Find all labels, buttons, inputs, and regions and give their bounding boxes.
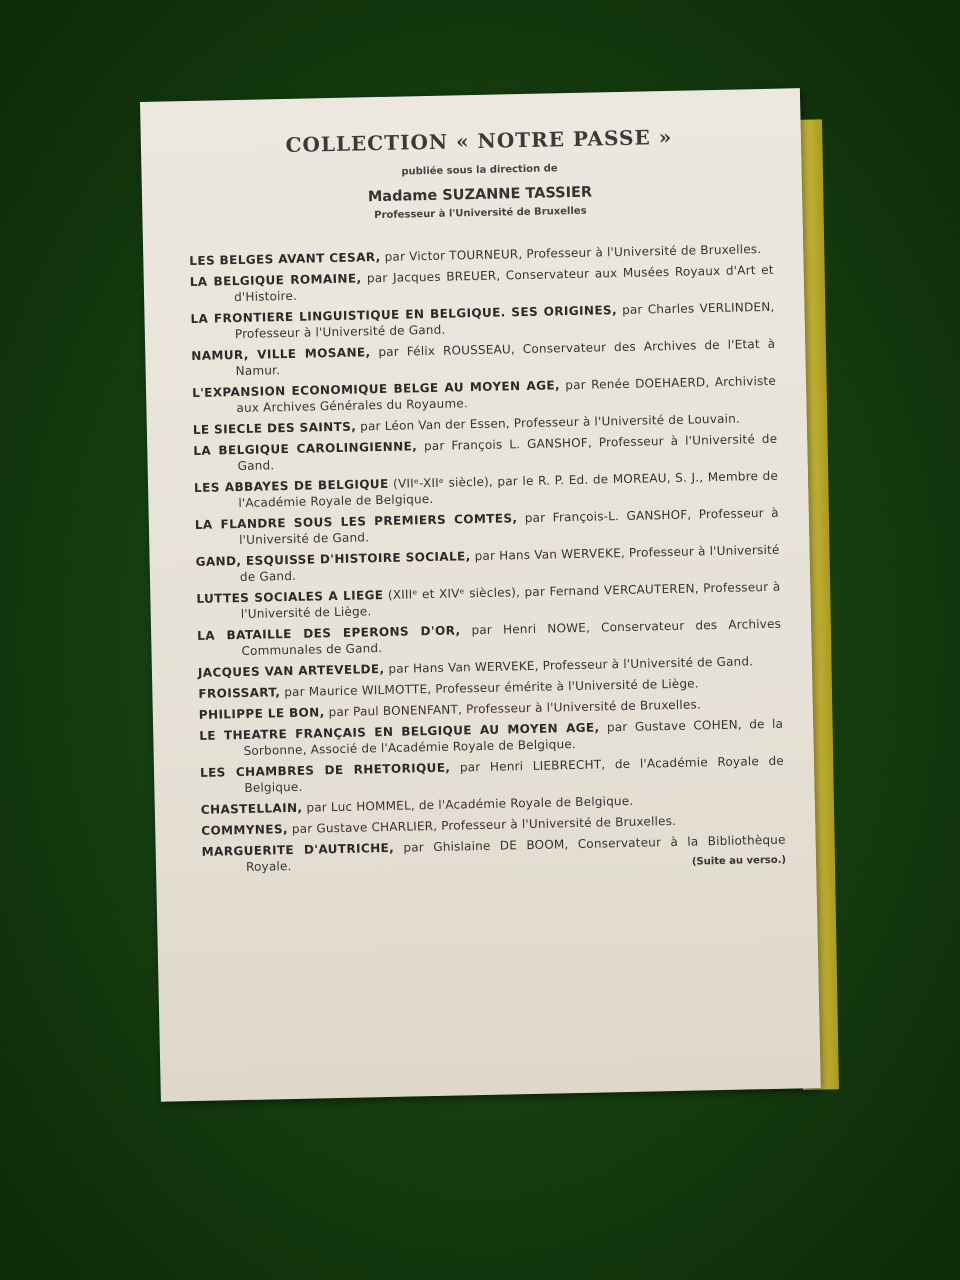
book-author: par Charles VERLINDEN, Professeur à l'Université de Gand. <box>234 299 775 342</box>
book-title: LA BATAILLE DES EPERONS D'OR, <box>197 623 461 643</box>
book-author: par Luc HOMMEL, de l'Académie Royale de Belgique. <box>302 793 634 815</box>
list-item <box>193 431 778 475</box>
book-title: L'EXPANSION ECONOMIQUE BELGE AU MOYEN AGE, <box>191 378 561 400</box>
book-title: COMMYNES, <box>201 822 289 838</box>
book-back-cover <box>140 88 821 1102</box>
book-author: par Maurice WILMOTTE, Professeur émérite à l'Université de Liège. <box>280 676 699 700</box>
book-author: par Félix ROUSSEAU, Conservateur des Archives de l'Etat à Namur. <box>235 336 776 379</box>
book-author: par Renée DOEHAERD, Archiviste aux Archives Générales du Royaume. <box>236 373 777 416</box>
book-title: NAMUR, VILLE MOSANE, <box>191 345 371 363</box>
director-role: Professeur à l'Université de Bruxelles <box>374 205 587 222</box>
book-title: LA BELGIQUE CAROLINGIENNE, <box>193 439 418 458</box>
book-author: par François L. GANSHOF, Professeur à l'Université de Gand. <box>237 431 778 474</box>
list-item <box>190 262 775 306</box>
book-author: (XIIIᵉ et XIVᵉ siècles), par Fernand VERCAUTEREN, Professeur à l'Université de Liège. <box>240 579 781 622</box>
book-title: LA FRONTIERE LINGUISTIQUE EN BELGIQUE. SES ORIGINES, <box>190 303 618 326</box>
book-author: par Paul BONENFANT, Professeur à l'Université de Bruxelles. <box>324 697 702 720</box>
book-author: par Léon Van der Essen, Professeur à l'Université de Louvain. <box>356 411 741 434</box>
book-title: LUTTES SOCIALES A LIEGE <box>196 588 384 606</box>
book-title: FROISSART, <box>198 685 281 701</box>
list-item <box>190 299 775 343</box>
continued-note: (Suite au verso.) <box>691 854 787 868</box>
book-author: par Victor TOURNEUR, Professeur à l'Université de Bruxelles. <box>380 242 762 264</box>
book-title: CHASTELLAIN, <box>200 800 303 817</box>
book-author: par Hans Van WERVEKE, Professeur à l'Université de Gand. <box>239 542 780 585</box>
book-author: par Jacques BREUER, Conservateur aux Musées Royaux d'Art et d'Histoire. <box>233 262 774 305</box>
director-name: Madame SUZANNE TASSIER <box>367 184 593 206</box>
book-title: LE SIECLE DES SAINTS, <box>192 419 357 437</box>
book-author: (VIIᵉ-XIIᵉ siècle), par le R. P. Ed. de MOREAU, S. J., Membre de l'Académie Royale de Belgique. <box>238 468 779 511</box>
book-title: LES BELGES AVANT CESAR, <box>189 249 381 269</box>
book-author: par Henri LIEBRECHT, de l'Académie Royale de Belgique. <box>244 753 785 795</box>
list-item <box>192 373 777 417</box>
title-list <box>189 241 786 876</box>
direction-note: publiée sous la direction de <box>401 163 558 178</box>
list-item <box>195 542 780 586</box>
list-item <box>197 616 782 660</box>
list-item <box>191 336 776 380</box>
book-author: par Hans Van WERVEKE, Professeur à l'Université de Gand. <box>384 654 754 677</box>
book-title: JACQUES VAN ARTEVELDE, <box>197 662 385 680</box>
list-item <box>194 468 779 512</box>
book-author: par Gustave COHEN, de la Sorbonne, Associé de l'Académie Royale de Belgique. <box>243 716 784 758</box>
book-title: GAND, ESQUISSE D'HISTOIRE SOCIALE, <box>195 549 471 569</box>
list-item <box>195 505 780 549</box>
list-item <box>199 716 784 760</box>
book-title: LA FLANDRE SOUS LES PREMIERS COMTES, <box>194 511 518 532</box>
collection-title: COLLECTION « NOTRE PASSE » <box>285 124 673 157</box>
book-title: LES CHAMBRES DE RHETORIQUE, <box>199 760 451 780</box>
list-item <box>200 753 785 797</box>
book-author: par Henri NOWE, Conservateur des Archives Communales de Gand. <box>241 616 782 658</box>
book-title: MARGUERITE D'AUTRICHE, <box>201 840 395 859</box>
book-title: LES ABBAYES DE BELGIQUE <box>193 476 389 495</box>
book-title: LE THEATRE FRANÇAIS EN BELGIQUE AU MOYEN AGE, <box>199 720 600 743</box>
book-title: LA BELGIQUE ROMAINE, <box>189 271 362 289</box>
list-item <box>196 579 781 623</box>
book-title: PHILIPPE LE BON, <box>198 705 325 722</box>
book-author: par Ghislaine DE BOOM, Conservateur à la Bibliothèque Royale. <box>245 832 786 874</box>
book-author: par François-L. GANSHOF, Professeur à l'Université de Gand. <box>239 505 779 548</box>
book-author: par Gustave CHARLIER, Professeur à l'Université de Bruxelles. <box>287 813 677 837</box>
